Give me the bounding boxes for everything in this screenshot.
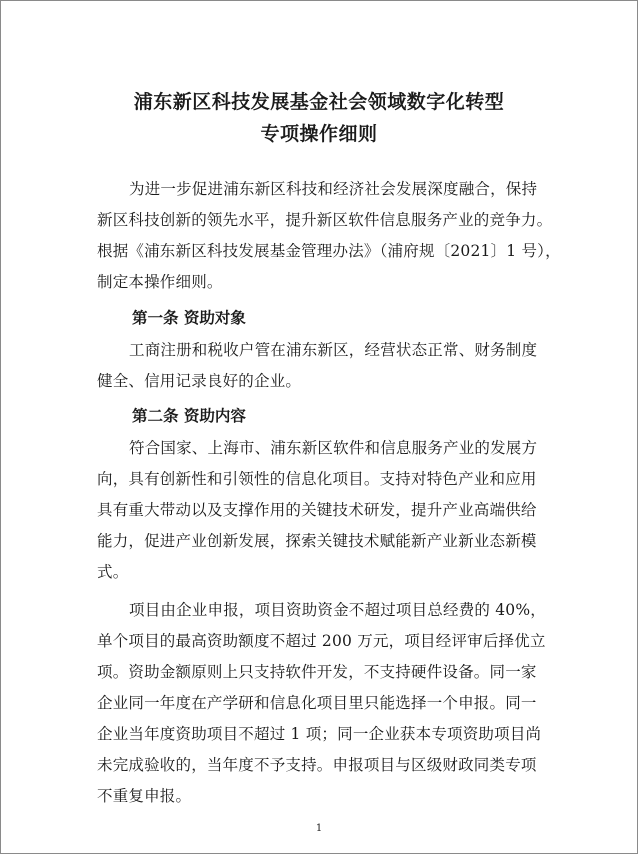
article-2-para2-line: 单个项目的最高资助额度不超过 200 万元，项目经评审后择优立 xyxy=(97,632,546,650)
article-2-para2-line: 项目由企业申报，项目资助资金不超过项目总经费的 40%， xyxy=(129,601,546,619)
article-2-para2-line: 企业当年度资助项目不超过 1 项；同一企业获本专项资助项目尚 xyxy=(97,725,542,743)
article-2-para2-line: 项。资助金额原则上只支持软件开发，不支持硬件设备。同一家 xyxy=(97,663,537,681)
article-1-line: 工商注册和税收户管在浦东新区，经营状态正常、财务制度 xyxy=(129,341,538,359)
document-title-line-2: 专项操作细则 xyxy=(260,123,378,145)
article-1-heading: 第一条 资助对象 xyxy=(132,309,246,327)
document-title-line-1: 浦东新区科技发展基金社会领域数字化转型 xyxy=(133,91,505,113)
article-2-para1-line: 具有重大带动以及支撑作用的关键技术研发，提升产业高端供给 xyxy=(97,501,537,519)
article-2-para2-line: 不重复申报。 xyxy=(97,787,192,805)
article-2-para2-line: 企业同一年度在产学研和信息化项目里只能选择一个申报。同一 xyxy=(97,694,537,712)
page-number: 1 xyxy=(315,823,323,834)
intro-line: 制定本操作细则。 xyxy=(97,273,223,291)
intro-line: 为进一步促进浦东新区科技和经济社会发展深度融合，保持 xyxy=(129,180,538,198)
article-2-heading: 第二条 资助内容 xyxy=(132,407,246,425)
article-2-para1-line: 能力，促进产业创新发展，探索关键技术赋能新产业新业态新模 xyxy=(97,532,537,550)
article-2-para1-line: 式。 xyxy=(97,563,129,581)
article-2-para1-line: 向，具有创新性和引领性的信息化项目。支持对特色产业和应用 xyxy=(97,470,537,488)
article-2-para1-line: 符合国家、上海市、浦东新区软件和信息服务产业的发展方 xyxy=(129,439,538,457)
article-1-line: 健全、信用记录良好的企业。 xyxy=(97,372,302,390)
article-2-para2-line: 未完成验收的，当年度不予支持。申报项目与区级财政同类专项 xyxy=(97,756,537,774)
intro-line: 新区科技创新的领先水平，提升新区软件信息服务产业的竞争力。 xyxy=(97,211,553,229)
intro-line: 根据《浦东新区科技发展基金管理办法》（浦府规〔2021〕1 号）， xyxy=(97,242,561,260)
